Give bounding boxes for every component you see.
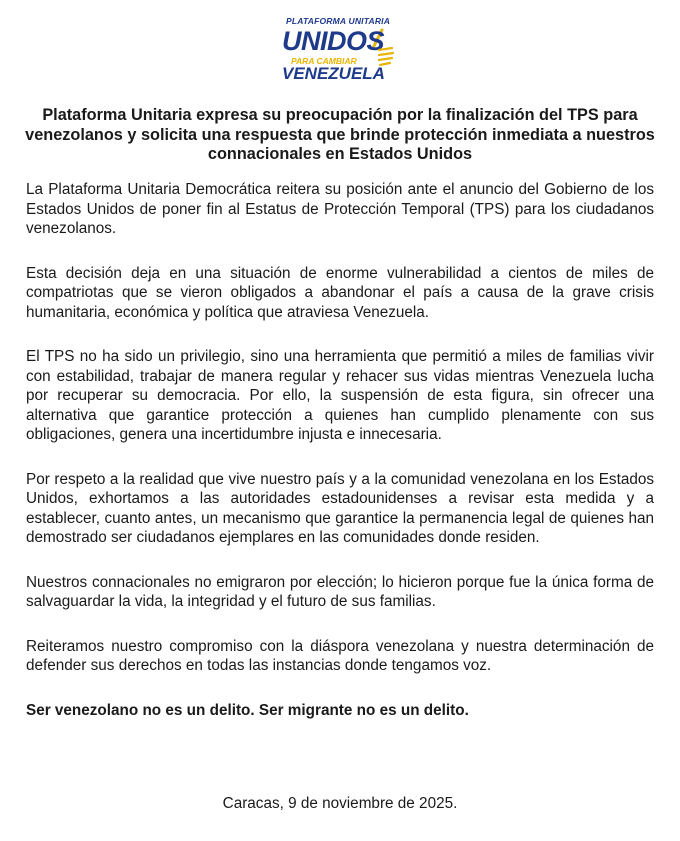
paragraph-3: El TPS no ha sido un privilegio, sino una herramienta que permitió a miles de familias vivir con estabilidad, trabajar de manera regular y rehacer sus vidas mientras Venezuela lucha por recuperar su democracia. Por ello, la suspensión de esta figura, sin ofrecer una alternativa que garantice protección a quienes han cumplido plenamente con sus obligaciones, genera una incertidumbre injusta e innecesaria. xyxy=(26,348,654,443)
logo-bottom-text: VENEZUELA xyxy=(282,64,385,83)
logo-mid-text: PARA CAMBIAR xyxy=(291,56,357,66)
paragraph-2: Esta decisión deja en una situación de enorme vulnerabilidad a cientos de miles de compatriotas que se vieron obligados a abandonar el país a causa de la grave crisis humanitaria, económica y política que atraviesa Venezuela. xyxy=(26,264,654,321)
logo-main-text: UNIDOS xyxy=(282,26,385,56)
document-title: Plataforma Unitaria expresa su preocupación por la finalización del TPS para venezolanos y solicita una respuesta que brinde protección inmediata a nuestros connacionales en Estados Unidos xyxy=(25,106,655,163)
paragraph-4: Por respeto a la realidad que vive nuestro país y a la comunidad venezolana en los Estados Unidos, exhortamos a las autoridades estadounidenses a revisar esta medida y a establecer, cuanto antes, un mecanismo que garantice la permanencia legal de quienes han demostrado ser ciudadanos ejemplares en las comunidades donde residen. xyxy=(26,470,654,546)
closing-statement: Ser venezolano no es un delito. Ser migrante no es un delito. xyxy=(26,701,469,719)
paragraph-1: La Plataforma Unitaria Democrática reitera su posición ante el anuncio del Gobierno de los Estados Unidos de poner fin al Estatus de Protección Temporal (TPS) para los ciudadanos venezolanos. xyxy=(26,181,654,237)
paragraph-5: Nuestros connacionales no emigraron por elección; lo hicieron porque fue la única forma de salvaguardar la vida, la integridad y el futuro de sus familias. xyxy=(26,573,654,610)
logo-top-text: PLATAFORMA UNITARIA xyxy=(286,16,391,26)
paragraph-6: Reiteramos nuestro compromiso con la diáspora venezolana y nuestra determinación de defender sus derechos en todas las instancias donde tengamos voz. xyxy=(26,637,654,674)
document-date: Caracas, 9 de noviembre de 2025. xyxy=(222,795,458,812)
document-body xyxy=(26,180,654,745)
plataforma-unitaria-logo xyxy=(278,14,408,82)
